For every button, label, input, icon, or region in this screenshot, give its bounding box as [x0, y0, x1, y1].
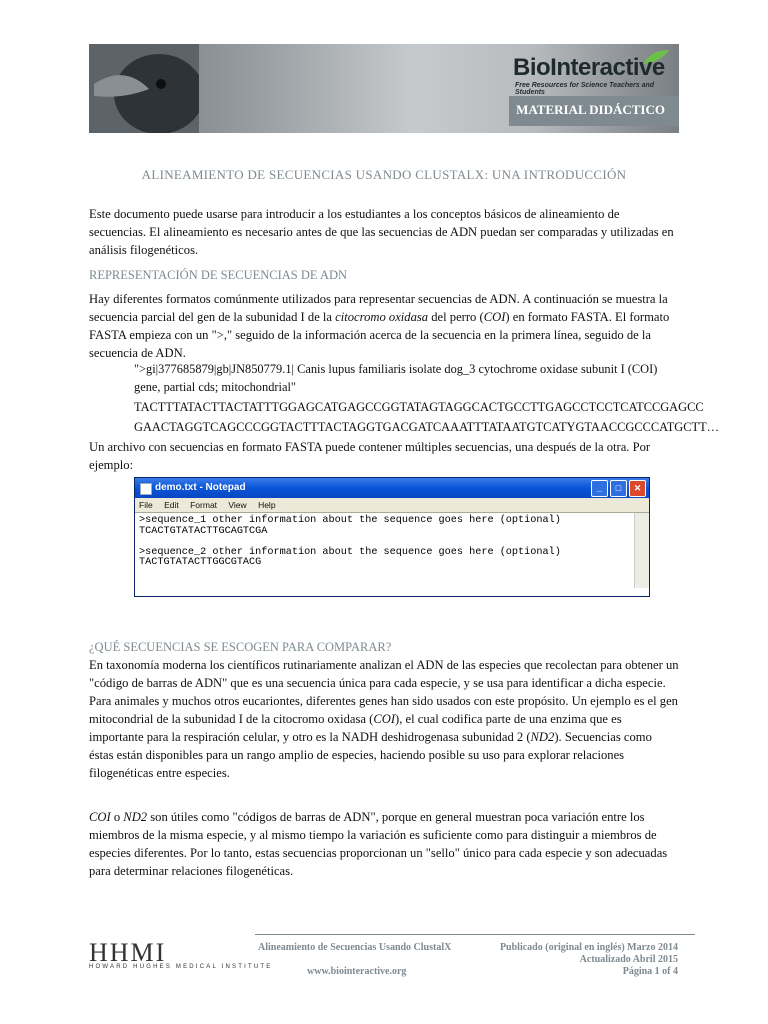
notepad-icon: [140, 483, 152, 495]
notepad-line: TCACTGTATACTTGCAGTCGA: [139, 525, 268, 537]
notepad-line: >sequence_1 other information about the sequence goes here (optional): [139, 515, 561, 526]
menu-edit[interactable]: Edit: [164, 500, 179, 510]
maximize-icon[interactable]: □: [610, 480, 627, 497]
fasta-explanation-paragraph: Hay diferentes formatos comúnmente utilizados para representar secuencias de ADN. A continuación se muestra la secuencia parcial del gen de la subunidad I de la citocromo oxidasa del perro (COI) en formato FASTA. El formato FASTA empieza con un ">," seguido de la información acerca de la secuencia en la primera línea, seguido de la secuencia de ADN.: [89, 292, 670, 360]
coi-nd2-paragraph: COI o ND2 son útiles como "códigos de barras de ADN", porque en general muestran poca variación entre los miembros de la misma especie, y al mismo tiempo la variación es suficiente como para distinguir a miembros de especies diferentes. Por lo tanto, estas secuencias proporcionan un "sello" único para cada especie y son adecuadas para determinar relaciones filogenéticas.: [89, 810, 668, 878]
fasta-header-line: ">gi|377685879|gb|JN850779.1| Canis lupus familiaris isolate dog_3 cytochrome oxidase subunit I (COI) gene, partial cds; mitochondrial": [134, 362, 658, 394]
notepad-titlebar: [135, 478, 649, 498]
minimize-icon[interactable]: _: [591, 480, 608, 497]
section-label: MATERIAL DIDÁCTICO: [516, 102, 665, 117]
menu-file[interactable]: File: [139, 500, 153, 510]
hhmi-full-name: HOWARD HUGHES MEDICAL INSTITUTE: [89, 964, 273, 970]
intro-paragraph: Este documento puede usarse para introducir a los estudiantes a los conceptos básicos de alineamiento de secuencias. El alineamiento es necesario antes de que las secuencias de ADN puedan ser comparadas y utilizadas en análisis filogenéticos.: [89, 207, 674, 257]
notepad-title: demo.txt - Notepad: [155, 482, 246, 493]
notepad-line: TACTGTATACTTGGCGTACG: [139, 557, 262, 568]
notepad-menubar: [135, 498, 649, 513]
notepad-line: [139, 537, 649, 548]
multi-sequence-paragraph: Un archivo con secuencias en formato FASTA puede contener múltiples secuencias, una después de la otra. Por ejemplo:: [89, 440, 651, 472]
footer-page-number: Página 1 of 4: [622, 966, 678, 977]
notepad-screenshot: [134, 477, 650, 597]
header-banner: [89, 44, 679, 133]
footer-divider: [255, 934, 695, 935]
notepad-text-area[interactable]: [135, 513, 649, 588]
section-heading-which-sequences: ¿QUÉ SECUENCIAS SE ESCOGEN PARA COMPARAR?: [89, 640, 392, 654]
biointeractive-logo: BioInteractive: [513, 54, 665, 81]
section-heading-representation: REPRESENTACIÓN DE SECUENCIAS DE ADN: [89, 268, 348, 282]
notepad-line: >sequence_2 other information about the sequence goes here (optional): [139, 546, 561, 558]
barcode-paragraph: En taxonomía moderna los científicos rutinariamente analizan el ADN de las especies que recolectan para obtener un "código de barras de ADN" que es una secuencia única para cada especie, y se usa para identificar a dicha especie. Para animales y muchos otros eucariontes, diferentes genes han sido usados con este propósito. Un ejemplo es el gen mitocondrial de la subunidad I de la citocromo oxidasa (COI), el cual codifica parte de una enzima que es importante para la respiración celular, y otro es la NADH deshidrogenasa subunidad 2 (ND2). Secuencias como éstas están disponibles para un rango amplio de especies, haciendo posible su uso para explorar relaciones filogenéticas entre especies.: [89, 658, 679, 780]
footer-doc-title: Alineamiento de Secuencias Usando ClustalX: [258, 942, 452, 953]
menu-format[interactable]: Format: [190, 500, 218, 510]
footer-updated: Actualizado Abril 2015: [579, 954, 678, 965]
fasta-sequence-line-1: TACTTTATACTTACTATTTGGAGCATGAGCCGGTATAGTAGGCACTGCCTTGAGCCTCCTCATCCGAGCC: [134, 400, 704, 414]
logo-tagline: Free Resources for Science Teachers and Students: [515, 82, 655, 96]
footer-published: Publicado (original en inglés) Marzo 2014: [499, 942, 678, 953]
notepad-scrollbar[interactable]: [634, 513, 649, 588]
menu-view[interactable]: View: [228, 500, 247, 510]
menu-help[interactable]: Help: [258, 500, 276, 510]
hhmi-logo: HHMI: [89, 938, 167, 967]
footer-url[interactable]: www.biointeractive.org: [307, 966, 407, 977]
page-title: ALINEAMIENTO DE SECUENCIAS USANDO CLUSTALX: UNA INTRODUCCIÓN: [141, 167, 627, 182]
fasta-sequence-line-2: GAACTAGGTCAGCCCGGTACTTTACTAGGTGACGATCAAATTTATAATGTCATYGTAACCGCCCATGCTT…: [134, 420, 720, 434]
close-icon[interactable]: ✕: [629, 480, 646, 497]
section-strip: [509, 96, 679, 126]
finch-head-image: [89, 44, 199, 133]
